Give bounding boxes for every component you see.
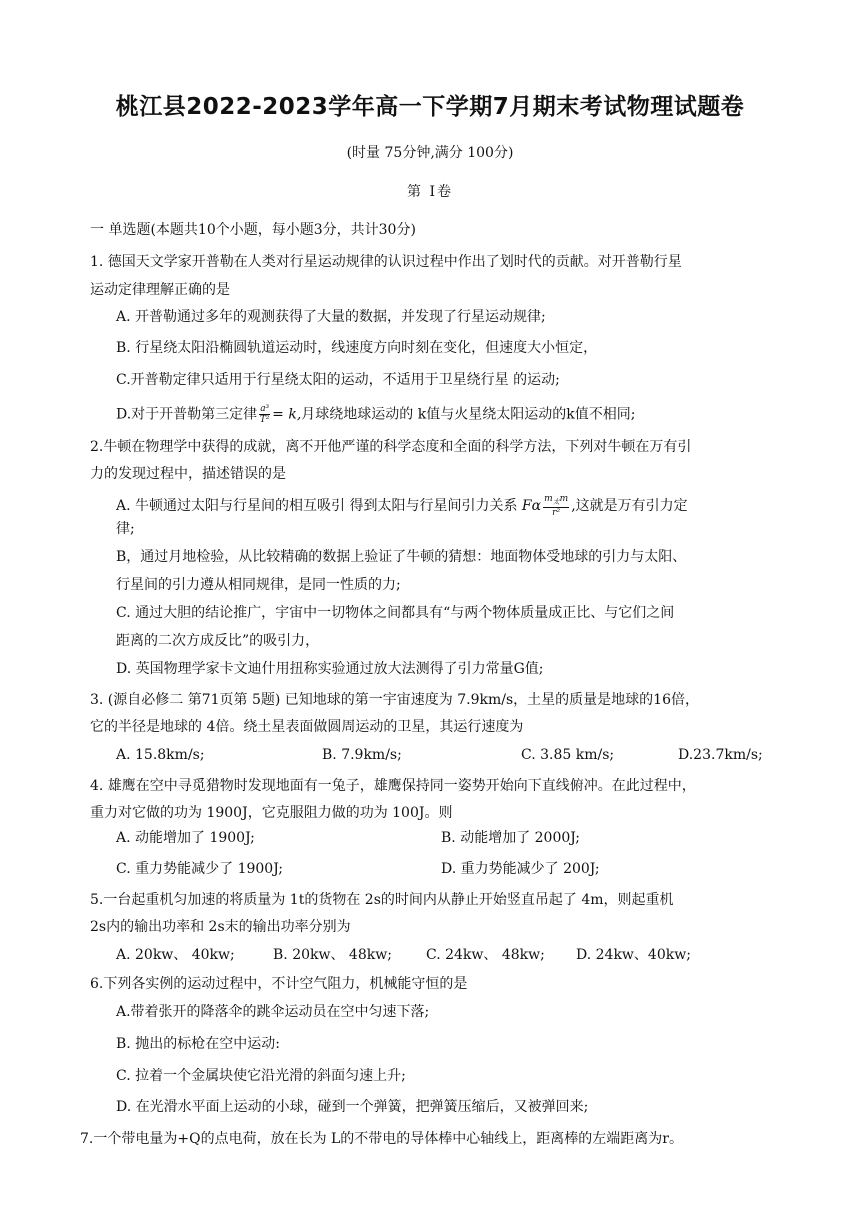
q2-option-b-line1: B，通过月地检验，从比较精确的数据上验证了牛顿的猜想：地面物体受地球的引力与太阳、: [116, 549, 687, 565]
q3-stem-line1: 3. (源自必修二 第71页第 5题) 已知地球的第一宇宙速度为 7.9km/s，土星的质量是地球的16倍，: [90, 692, 699, 708]
q3-option-d: D.23.7km/s;: [678, 747, 763, 763]
q6-option-c: C. 拉着一个金属块使它沿光滑的斜面匀速上升;: [116, 1068, 406, 1084]
q5-stem-line2: 2s内的输出功率和 2s末的输出功率分别为: [90, 919, 351, 935]
exam-subtitle: (时量 75分钟,满分 100分): [346, 145, 514, 161]
gravity-fraction: [543, 494, 569, 518]
q3-option-a: A. 15.8km/s;: [116, 747, 205, 763]
q6-option-a: A.带着张开的降落伞的跳伞运动员在空中匀速下落;: [116, 1004, 430, 1020]
mass-m-symbol: m: [544, 494, 553, 504]
q2-option-c-line1: C. 通过大胆的结论推广，宇宙中一切物体之间都具有“与两个物体质量成正比、与它们之间: [116, 605, 675, 621]
q4-stem-line1: 4. 雄鹰在空中寻觅猎物时发现地面有一兔子，雄鹰保持同一姿势开始向下直线俯冲。在此过程中，: [90, 778, 696, 794]
q1-option-d-suffix: 月球绕地球运动的 k值与火星绕太阳运动的k值不相同;: [301, 406, 636, 423]
gravity-fraction-denominator: r²: [552, 507, 561, 518]
kepler-fraction-numerator: a³: [260, 404, 270, 414]
q2-option-a-line2: 律;: [116, 521, 135, 537]
q2-option-a: [116, 494, 688, 518]
volume-heading: 第 Ⅰ卷: [407, 184, 453, 200]
q1-option-c: C.开普勒定律只适用于行星绕太阳的运动，不适用于卫星绕行星 的运动;: [116, 372, 560, 388]
gravity-fraction-numerator: [543, 494, 569, 508]
page-title: 桃江县2022-2023学年高一下学期7月期末考试物理试题卷: [115, 94, 745, 120]
q2-option-c-line2: 距离的二次方成反比”的吸引力，: [116, 633, 320, 649]
q5-option-a: A. 20kw、 40kw;: [116, 947, 235, 963]
q6-option-d: D. 在光滑水平面上运动的小球，碰到一个弹簧，把弹簧压缩后，又被弹回来;: [116, 1099, 589, 1115]
q3-option-c: C. 3.85 km/s;: [521, 747, 615, 763]
q1-option-a: A. 开普勒通过多年的观测获得了大量的数据，并发现了行星运动规律;: [116, 309, 546, 325]
q3-option-b: B. 7.9km/s;: [322, 747, 402, 763]
q4-option-a: A. 动能增加了 1900J;: [116, 830, 255, 846]
kepler-fraction: [259, 404, 270, 425]
kepler-equals-k: = k,: [272, 406, 302, 423]
q1-option-d: [116, 404, 635, 425]
q2-stem-line1: 2.牛顿在物理学中获得的成就，离不开他严谨的科学态度和全面的科学方法，下列对牛顿在万有引: [90, 439, 692, 455]
q5-option-c: C. 24kw、 48kw;: [426, 947, 545, 963]
gravity-f-alpha: Fα: [521, 497, 542, 514]
q1-option-b: B. 行星绕太阳沿椭圆轨道运动时，线速度方向时刻在变化，但速度大小恒定，: [116, 340, 598, 356]
q2-stem-line2: 力的发现过程中，描述错误的是: [90, 466, 286, 482]
kepler-fraction-denominator: T²: [259, 415, 270, 425]
q4-option-b: B. 动能增加了 2000J;: [441, 830, 581, 846]
q5-option-d: D. 24kw、40kw;: [576, 947, 691, 963]
q7-stem: 7.一个带电量为+Q的点电荷，放在长为 L的不带电的导体棒中心轴线上，距离棒的左端距离为r。: [80, 1131, 684, 1147]
q4-option-d: D. 重力势能减少了 200J;: [441, 861, 600, 877]
q5-option-b: B. 20kw、 48kw;: [273, 947, 392, 963]
q4-stem-line2: 重力对它做的功为 1900J，它克服阻力做的功为 100J。则: [90, 805, 453, 821]
q6-option-b: B. 抛出的标枪在空中运动:: [116, 1036, 280, 1052]
q2-option-d: D. 英国物理学家卡文迪什用扭称实验通过放大法测得了引力常量G值;: [116, 661, 544, 677]
mass-m2-symbol: m: [559, 494, 569, 504]
q2-option-a-suffix: ,这就是万有引力定: [571, 497, 688, 514]
q5-stem-line1: 5.一台起重机匀加速的将质量为 1t的货物在 2s的时间内从静止开始竖直吊起了 4m，则起重机: [90, 892, 674, 908]
q1-stem-line2: 运动定律理解正确的是: [90, 282, 230, 298]
q6-stem: 6.下列各实例的运动过程中，不计空气阻力，机械能守恒的是: [90, 976, 468, 992]
mass-subscript: 太: [552, 497, 560, 506]
section-heading: 一 单选题(本题共10个小题，每小题3分，共计30分): [90, 222, 416, 238]
q2-option-b-line2: 行星间的引力遵从相同规律，是同一性质的力;: [116, 577, 401, 593]
q1-stem-line1: 1. 德国天文学家开普勒在人类对行星运动规律的认识过程中作出了划时代的贡献。对开普勒行星: [90, 254, 682, 270]
q1-option-d-prefix: D.对于开普勒第三定律: [116, 406, 258, 423]
q2-option-a-prefix: A. 牛顿通过太阳与行星间的相互吸引 得到太阳与行星间引力关系: [116, 497, 518, 514]
q3-stem-line2: 它的半径是地球的 4倍。绕土星表面做圆周运动的卫星，其运行速度为: [90, 719, 524, 735]
q4-option-c: C. 重力势能减少了 1900J;: [116, 861, 283, 877]
